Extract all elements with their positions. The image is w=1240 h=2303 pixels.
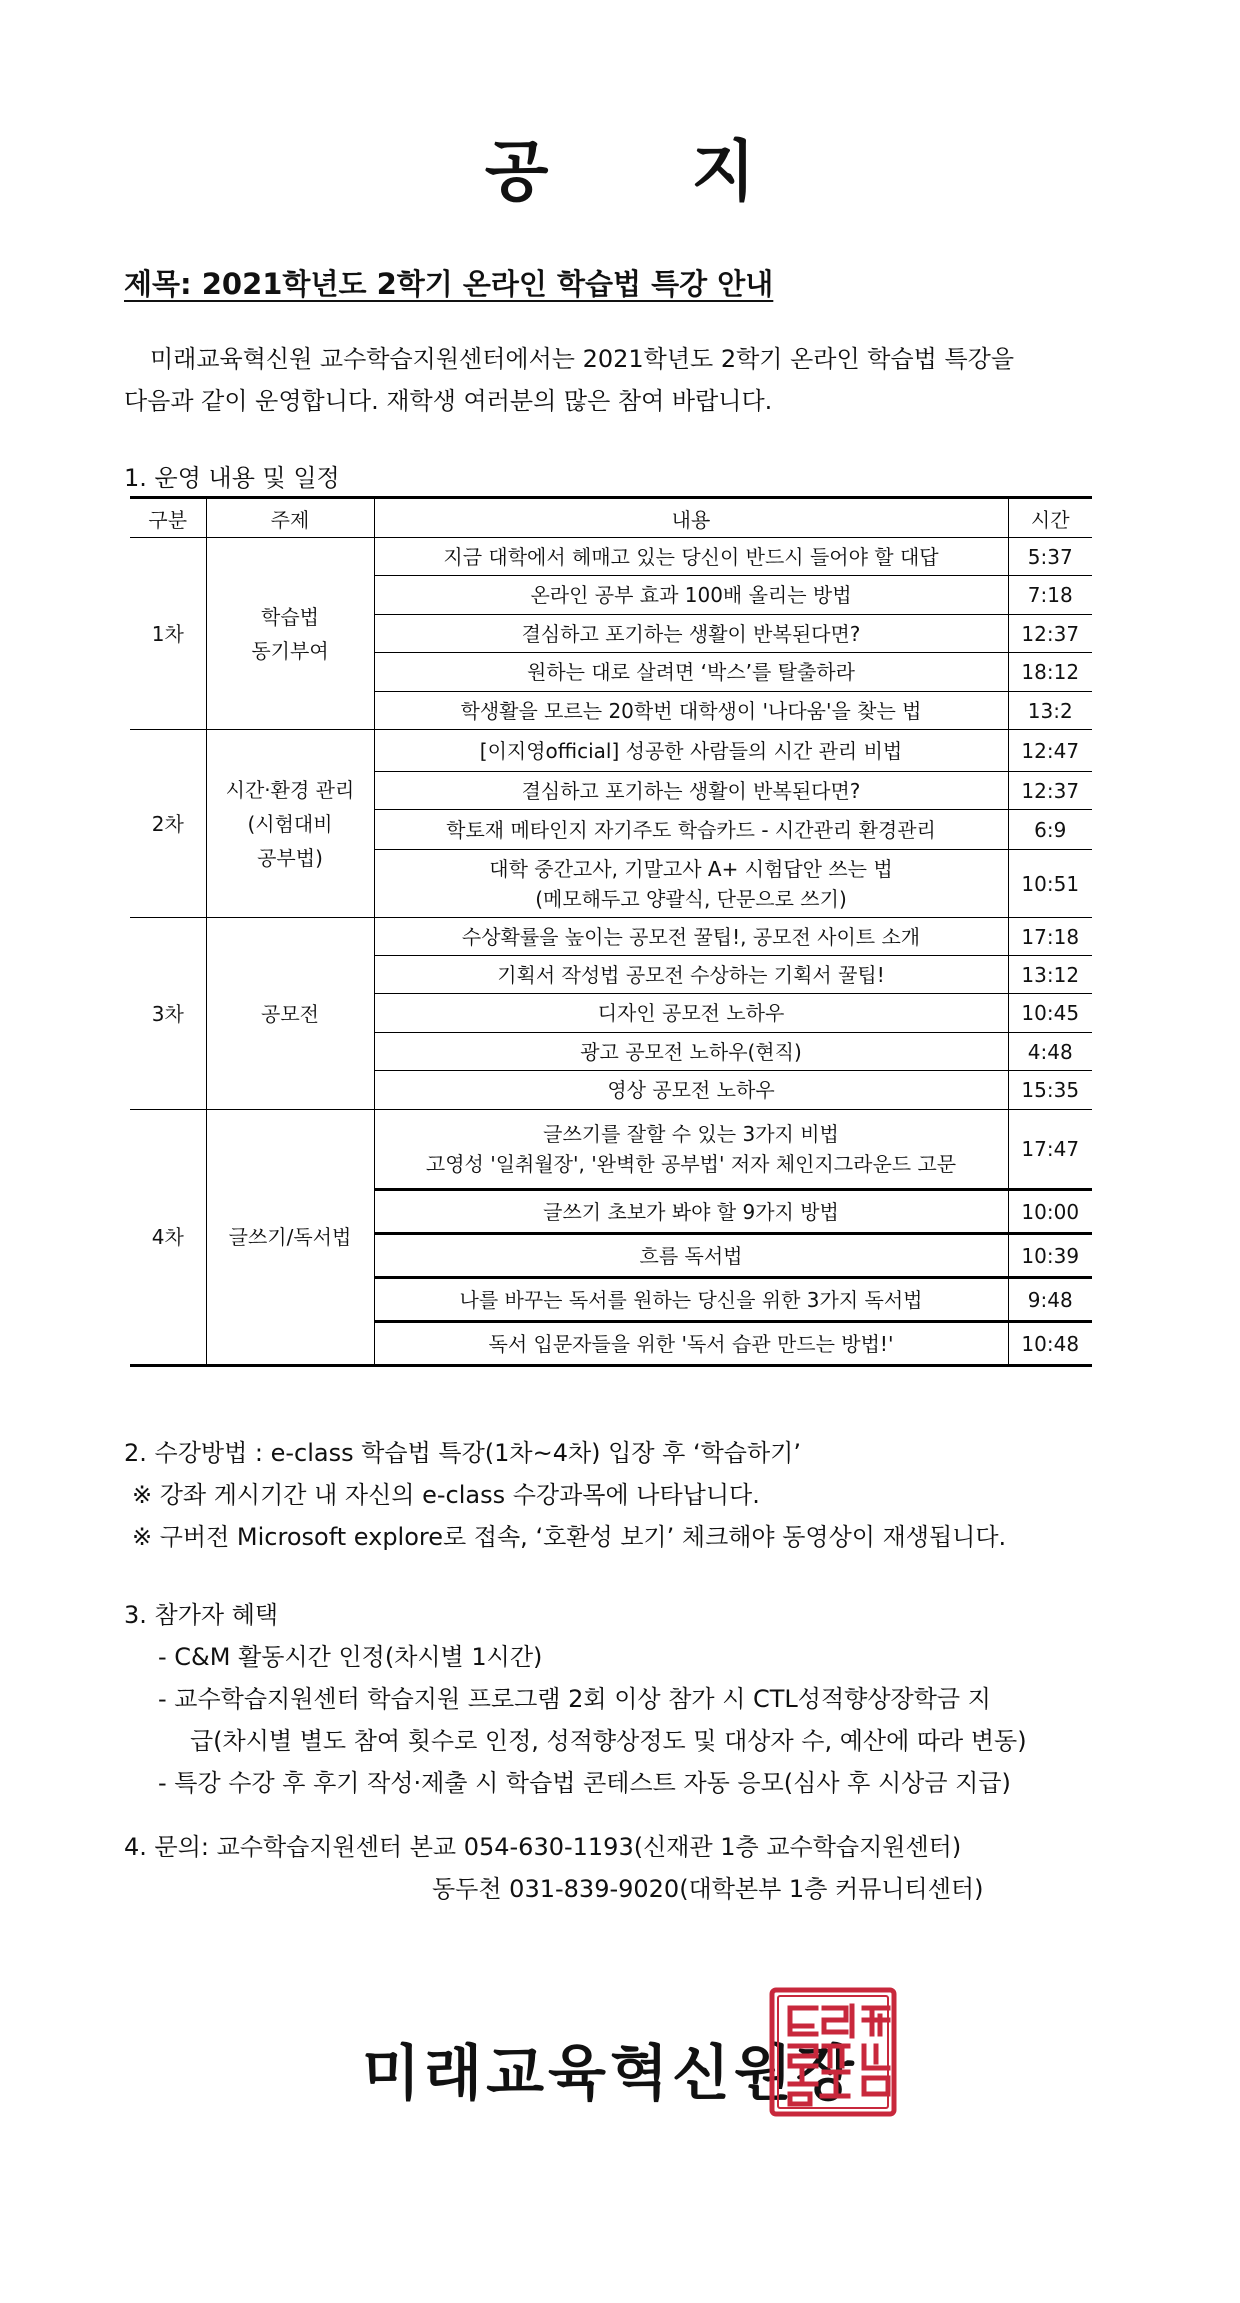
lecture-content <box>374 538 1008 576</box>
content-line: 흐름 독서법 <box>639 1243 743 1268</box>
lecture-content <box>374 1234 1008 1278</box>
content-line: 학토재 메타인지 자기주도 학습카드 - 시간관리 환경관리 <box>446 817 936 842</box>
content-line: 결심하고 포기하는 생활이 반복된다면? <box>521 621 861 646</box>
contact-section <box>124 1826 983 1910</box>
lecture-content <box>374 1278 1008 1322</box>
lecture-content <box>374 810 1008 850</box>
column-header-topic: 주제 <box>206 498 374 538</box>
section-2-note-2: ※ 구버전 Microsoft explore로 접속, ‘호환성 보기’ 체크해야 동영상이 재생됩니다. <box>132 1523 1007 1551</box>
group-label: 1차 <box>130 538 206 730</box>
section-2-note-1: ※ 강좌 게시기간 내 자신의 e-class 수강과목에 나타납니다. <box>132 1481 760 1509</box>
lecture-duration: 10:39 <box>1008 1234 1092 1278</box>
content-line: 원하는 대로 살려면 ‘박스’를 탈출하라 <box>527 660 855 684</box>
topic-line: (시험대비 <box>247 811 333 836</box>
topic-line: 학습법 <box>261 604 319 629</box>
content-line: 광고 공모전 노하우(현직) <box>580 1039 802 1064</box>
intro-line-1: 미래교육혁신원 교수학습지원센터에서는 2021학년도 2학기 온라인 학습법 특강을 <box>150 345 1015 373</box>
lecture-duration: 13:2 <box>1008 692 1092 730</box>
lecture-content <box>374 1033 1008 1071</box>
table-row <box>130 730 1092 772</box>
schedule-body <box>130 538 1092 1366</box>
content-line: 글쓰기를 잘할 수 있는 3가지 비법 <box>543 1122 839 1146</box>
content-line: 학생활을 모르는 20학번 대학생이 '나다움'을 찾는 법 <box>460 698 922 723</box>
table-row <box>130 1110 1092 1190</box>
lecture-content <box>374 772 1008 810</box>
lecture-duration: 13:12 <box>1008 956 1092 994</box>
content-line: 온라인 공부 효과 100배 올리는 방법 <box>530 583 852 607</box>
benefit-item-2: - 교수학습지원센터 학습지원 프로그램 2회 이상 참가 시 CTL성적향상장학금 지 <box>158 1685 991 1713</box>
table-header-row <box>130 498 1092 538</box>
content-line: 글쓰기 초보가 봐야 할 9가지 방법 <box>543 1199 839 1224</box>
lecture-duration: 12:47 <box>1008 730 1092 772</box>
content-line: 수상확률을 높이는 공모전 꿀팁!, 공모전 사이트 소개 <box>461 924 921 949</box>
lecture-duration: 17:18 <box>1008 918 1092 956</box>
lecture-content <box>374 918 1008 956</box>
lecture-content <box>374 994 1008 1033</box>
lecture-content <box>374 1322 1008 1366</box>
section-3 <box>124 1594 1027 1804</box>
lecture-duration: 12:37 <box>1008 615 1092 653</box>
group-topic <box>206 918 374 1110</box>
content-line: 고영성 '일취월장', '완벽한 공부법' 저자 체인지그라운드 고문 <box>425 1152 957 1176</box>
content-line: 결심하고 포기하는 생활이 반복된다면? <box>521 778 861 803</box>
section-2 <box>124 1432 1006 1558</box>
benefit-item-1: - C&M 활동시간 인정(차시별 1시간) <box>158 1643 543 1671</box>
content-line: 영상 공모전 노하우 <box>607 1078 775 1102</box>
content-line: 나를 바꾸는 독서를 원하는 당신을 위한 3가지 독서법 <box>459 1287 923 1312</box>
lecture-duration: 6:9 <box>1008 810 1092 850</box>
section-1-heading: 1. 운영 내용 및 일정 <box>124 464 340 492</box>
lecture-duration: 12:37 <box>1008 772 1092 810</box>
topic-line: 공모전 <box>261 1001 319 1026</box>
official-seal-icon <box>768 1986 898 2118</box>
lecture-content <box>374 956 1008 994</box>
contact-line-2: 동두천 031-839-9020(대학본부 1층 커뮤니티센터) <box>432 1875 984 1903</box>
lecture-duration: 7:18 <box>1008 576 1092 615</box>
content-line: 대학 중간고사, 기말고사 A+ 시험답안 쓰는 법 <box>489 856 893 881</box>
content-line: [이지영official] 성공한 사람들의 시간 관리 비법 <box>479 738 903 763</box>
topic-line: 동기부여 <box>251 638 329 663</box>
group-topic <box>206 1110 374 1366</box>
subject-line: 제목: 2021학년도 2학기 온라인 학습법 특강 안내 <box>124 267 774 301</box>
lecture-content <box>374 850 1008 918</box>
content-line: 독서 입문자들을 위한 '독서 습관 만드는 방법!' <box>488 1331 894 1356</box>
column-header-content: 내용 <box>374 498 1008 538</box>
intro-line-2: 다음과 같이 운영합니다. 재학생 여러분의 많은 참여 바랍니다. <box>124 387 773 415</box>
table-row <box>130 538 1092 576</box>
benefit-item-3: - 특강 수강 후 후기 작성·제출 시 학습법 콘테스트 자동 응모(심사 후 시상금 지급) <box>158 1769 1011 1797</box>
topic-line: 시간·환경 관리 <box>225 777 355 802</box>
issuer-name: 미래교육혁신원장 <box>362 2039 858 2109</box>
group-topic <box>206 538 374 730</box>
content-line: 디자인 공모전 노하우 <box>597 1001 785 1025</box>
lecture-duration: 10:48 <box>1008 1322 1092 1366</box>
document-title: 공 지 <box>484 133 816 210</box>
table-row <box>130 918 1092 956</box>
content-line: (메모해두고 양괄식, 단문으로 쓰기) <box>535 886 847 911</box>
lecture-content <box>374 615 1008 653</box>
lecture-content <box>374 730 1008 772</box>
section-3-heading: 3. 참가자 혜택 <box>124 1601 279 1629</box>
group-topic <box>206 730 374 918</box>
lecture-duration: 17:47 <box>1008 1110 1092 1190</box>
section-2-heading: 2. 수강방법 : e-class 학습법 특강(1차~4차) 입장 후 ‘학습하기’ <box>124 1439 801 1467</box>
intro-paragraph <box>124 338 1104 422</box>
lecture-duration: 5:37 <box>1008 538 1092 576</box>
lecture-content <box>374 1071 1008 1110</box>
lecture-duration: 10:00 <box>1008 1190 1092 1234</box>
lecture-duration: 9:48 <box>1008 1278 1092 1322</box>
topic-line: 글쓰기/독서법 <box>228 1225 352 1249</box>
lecture-duration: 10:45 <box>1008 994 1092 1033</box>
contact-line-1: 4. 문의: 교수학습지원센터 본교 054-630-1193(신재관 1층 교수학습지원센터) <box>124 1833 962 1861</box>
topic-line: 공부법) <box>257 845 323 870</box>
lecture-content <box>374 653 1008 692</box>
lecture-content <box>374 692 1008 730</box>
lecture-content <box>374 576 1008 615</box>
lecture-duration: 4:48 <box>1008 1033 1092 1071</box>
lecture-content <box>374 1110 1008 1190</box>
lecture-duration: 10:51 <box>1008 850 1092 918</box>
content-line: 기획서 작성법 공모전 수상하는 기획서 꿀팁! <box>497 962 885 987</box>
group-label: 3차 <box>130 918 206 1110</box>
lecture-content <box>374 1190 1008 1234</box>
lecture-duration: 18:12 <box>1008 653 1092 692</box>
lecture-duration: 15:35 <box>1008 1071 1092 1110</box>
column-header-group: 구분 <box>130 498 206 538</box>
benefit-item-2-continued: 급(차시별 별도 참여 횟수로 인정, 성적향상정도 및 대상자 수, 예산에 따라 변동) <box>190 1727 1027 1755</box>
schedule-table <box>130 496 1092 1367</box>
group-label: 4차 <box>130 1110 206 1366</box>
column-header-time: 시간 <box>1008 498 1092 538</box>
content-line: 지금 대학에서 헤매고 있는 당신이 반드시 들어야 할 대답 <box>443 544 939 569</box>
group-label: 2차 <box>130 730 206 918</box>
